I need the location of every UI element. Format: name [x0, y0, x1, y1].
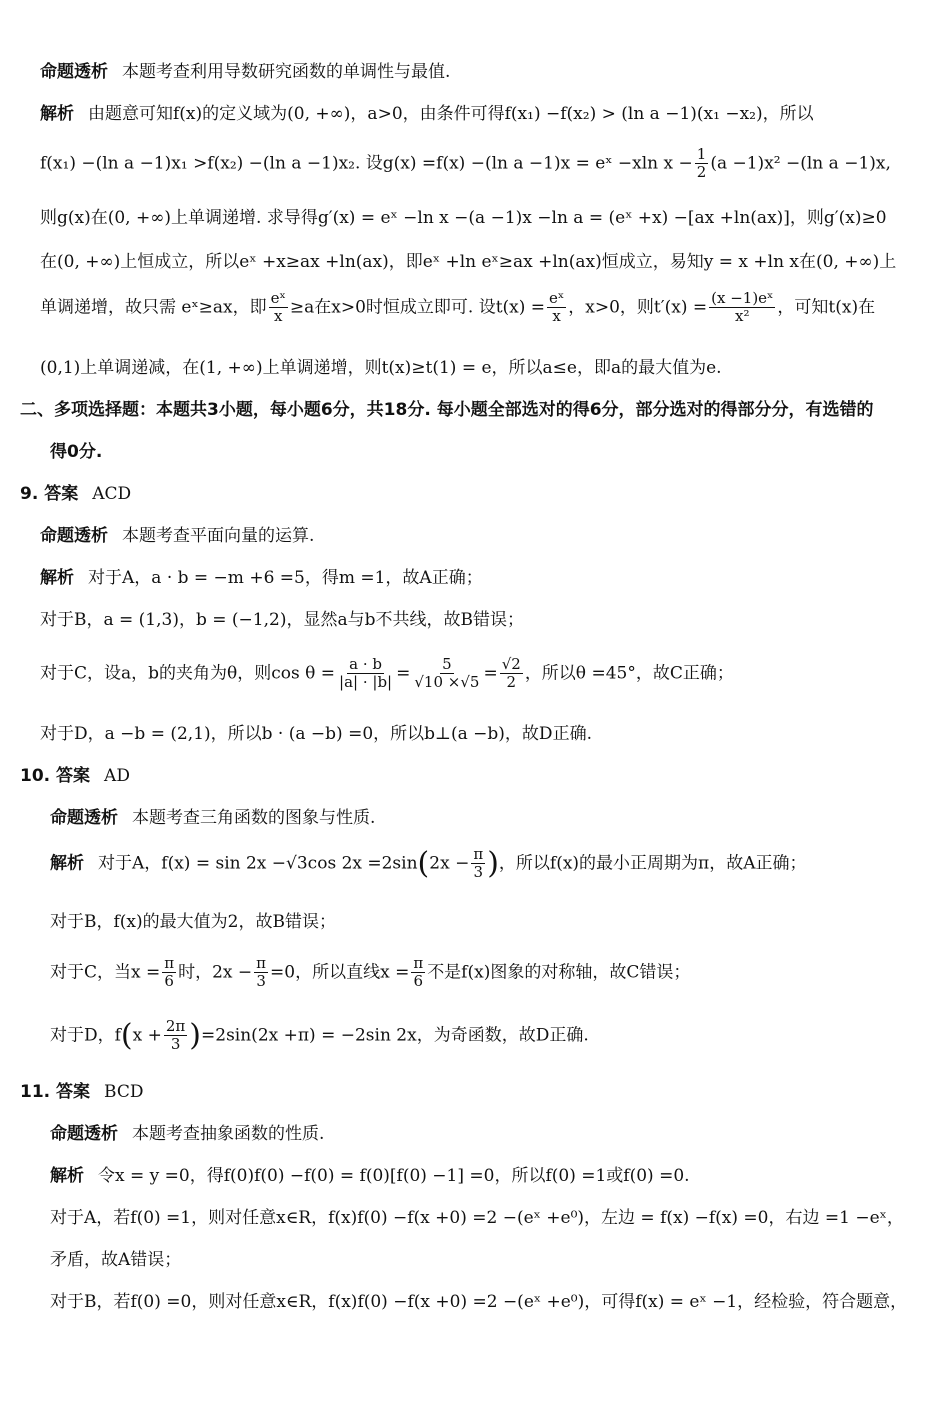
q9-option-c: 对于C，设a，b的夹角为θ，则cos θ = $\frac{a \cdot b}{|a| \cdot |b|}$ = $\frac{5}{√10 \times√5}$ = $\frac{√2}{2}$ ，所以θ =45°，故C正确； [40, 655, 734, 692]
q10-option-c: 对于C，当x = $\frac{\pi}{6}$ 时，2x − $\frac{\pi}{3}$ =0，所以直线x = $\frac{\pi}{6}$ 不是f(x)图象的对称轴，故C错误； [50, 954, 691, 991]
q11-option-b: 对于B，若f(0) =0，则对任意x∈R，f(x)f(0) −f(x +0) =2 −(eˣ +e⁰)，可得f(x) = eˣ −1，经检验，符合题意， [50, 1292, 908, 1312]
label-mingti: 命题透析 [50, 1124, 118, 1144]
label-jiexi: 解析 [40, 104, 74, 124]
fraction: $\frac{\text{eˣ}}{x}$ [549, 289, 565, 326]
math-text: f(x₁) −(ln a −1)x₁ >f(x₂) −(ln a −1)x₂. 设g(x) =f(x) −(ln a −1)x = eˣ −xln x − [40, 153, 693, 174]
label-jiexi: 解析 [50, 853, 84, 874]
q10-answer: AD [104, 766, 130, 786]
math-text: 在(0, +∞)上恒成立，所以eˣ +x≥ax +ln(ax)，即eˣ +ln eˣ≥ax +ln(ax)恒成立，易知y = x +ln x在(0, +∞)上 [40, 252, 897, 272]
math-text: ≥a在x>0时恒成立即可. 设t(x) = [289, 297, 546, 318]
fraction: $\frac{a \cdot b}{|a| \cdot |b|}$ [339, 655, 393, 692]
fraction-half: $\frac{1}{2}$ [696, 145, 707, 182]
solution-line-3 [40, 208, 887, 228]
fraction: $\frac{\text{(x −1)eˣ}}{\text{x²}}$ [711, 289, 774, 326]
q11-label: 11. 答案 [20, 1082, 91, 1102]
section-title-cont: 得0分. [50, 442, 103, 462]
q11-option-a: 对于A，若f(0) =1，则对任意x∈R，f(x)f(0) −f(x +0) =2 −(eˣ +e⁰)，左边 = f(x) −f(x) =0，右边 =1 −eˣ， [50, 1208, 904, 1228]
analysis-text: 本题考查平面向量的运算. [122, 526, 315, 546]
q11-answer-line [20, 1082, 144, 1102]
math-text: 则g(x)在(0, +∞)上单调递增. 求导得g′(x) = eˣ −ln x −(a −1)x −ln a = (eˣ +x) −[ax +ln(ax)]，则g′(x)≥0 [40, 208, 887, 228]
fraction: $\frac{\pi}{3}$ [256, 954, 267, 991]
q9-solution-line [40, 568, 483, 588]
fraction: $\frac{√2}{2}$ [501, 655, 521, 692]
label-mingti: 命题透析 [40, 62, 108, 82]
q9-option-d: 对于D，a −b = (2,1)，所以b · (a −b) =0，所以b⊥(a −b)，故D正确. [40, 724, 592, 744]
solution-line-5 [40, 290, 875, 326]
q11-option-a-cont: 矛盾，故A错误； [50, 1250, 182, 1270]
q10-solution-line: 解析 对于A，f(x) = sin 2x −√3cos 2x =2sin(2x − $\frac{\pi}{3}$ )，所以f(x)的最小正周期为π，故A正确； [50, 845, 807, 882]
fraction: $\frac{\pi}{3}$ [473, 845, 484, 882]
fraction: $\frac{2\pi}{3}$ [165, 1017, 186, 1054]
analysis-text: 本题考查利用导数研究函数的单调性与最值. [122, 62, 451, 82]
q9-answer: ACD [92, 484, 132, 504]
q11-solution-line: 解析 令x = y =0，得f(0)f(0) −f(0) = f(0)[f(0) −1] =0，所以f(0) =1或f(0) =0. [50, 1166, 690, 1186]
fraction: $\frac{\text{eˣ}}{x}$ [270, 289, 286, 326]
label-jiexi: 解析 [50, 1166, 84, 1186]
q10-analysis-line: 命题透析 本题考查三角函数的图象与性质. [50, 808, 376, 828]
q10-option-b: 对于B，f(x)的最大值为2，故B错误； [50, 912, 336, 932]
label-mingti: 命题透析 [50, 808, 118, 828]
fraction: $\frac{\pi}{6}$ [413, 954, 424, 991]
solution-text: 由题意可知f(x)的定义域为(0, +∞)，a>0，由条件可得f(x₁) −f(x₂) > (ln a −1)(x₁ −x₂)，所以 [88, 104, 814, 124]
q11-analysis-line: 命题透析 本题考查抽象函数的性质. [50, 1124, 325, 1144]
analysis-heading-line [40, 62, 450, 82]
solution-line-2 [40, 146, 891, 182]
solution-line-6 [40, 358, 722, 378]
q9-analysis-line [40, 526, 314, 546]
math-text: 单调递增，故只需 eˣ≥ax，即 [40, 297, 267, 318]
q9-label: 9. 答案 [20, 484, 79, 504]
q10-answer-line [20, 766, 130, 786]
label-jiexi: 解析 [40, 568, 74, 588]
label-mingti: 命题透析 [40, 526, 108, 546]
fraction: $\frac{5}{√10 \times√5}$ [414, 655, 480, 692]
section-title: 二、多项选择题：本题共3小题，每小题6分，共18分. 每小题全部选对的得6分，部分选对的得部分分，有选错的 [20, 400, 874, 420]
math-text: ，可知t(x)在 [777, 297, 876, 318]
q10-label: 10. 答案 [20, 766, 91, 786]
solution-line-1 [40, 104, 814, 124]
solution-text: 对于A，a · b = −m +6 =5，得m =1，故A正确； [88, 568, 483, 588]
math-text: ，x>0，则t′(x) = [568, 297, 708, 318]
solution-line-4 [40, 252, 896, 272]
q10-option-d: 对于D，f(x + $\frac{2\pi}{3}$ )=2sin(2x +π) = −2sin 2x，为奇函数，故D正确. [50, 1017, 589, 1054]
math-text: (a −1)x² −(ln a −1)x, [710, 153, 891, 174]
math-text: (0,1)上单调递减，在(1, +∞)上单调递增，则t(x)≥t(1) = e，所以a≤e，即a的最大值为e. [40, 358, 722, 378]
fraction: $\frac{\pi}{6}$ [164, 954, 175, 991]
q9-option-b: 对于B，a = (1,3)，b = (−1,2)，显然a与b不共线，故B错误； [40, 610, 524, 630]
q9-answer-line [20, 484, 131, 504]
q11-answer: BCD [104, 1082, 144, 1102]
